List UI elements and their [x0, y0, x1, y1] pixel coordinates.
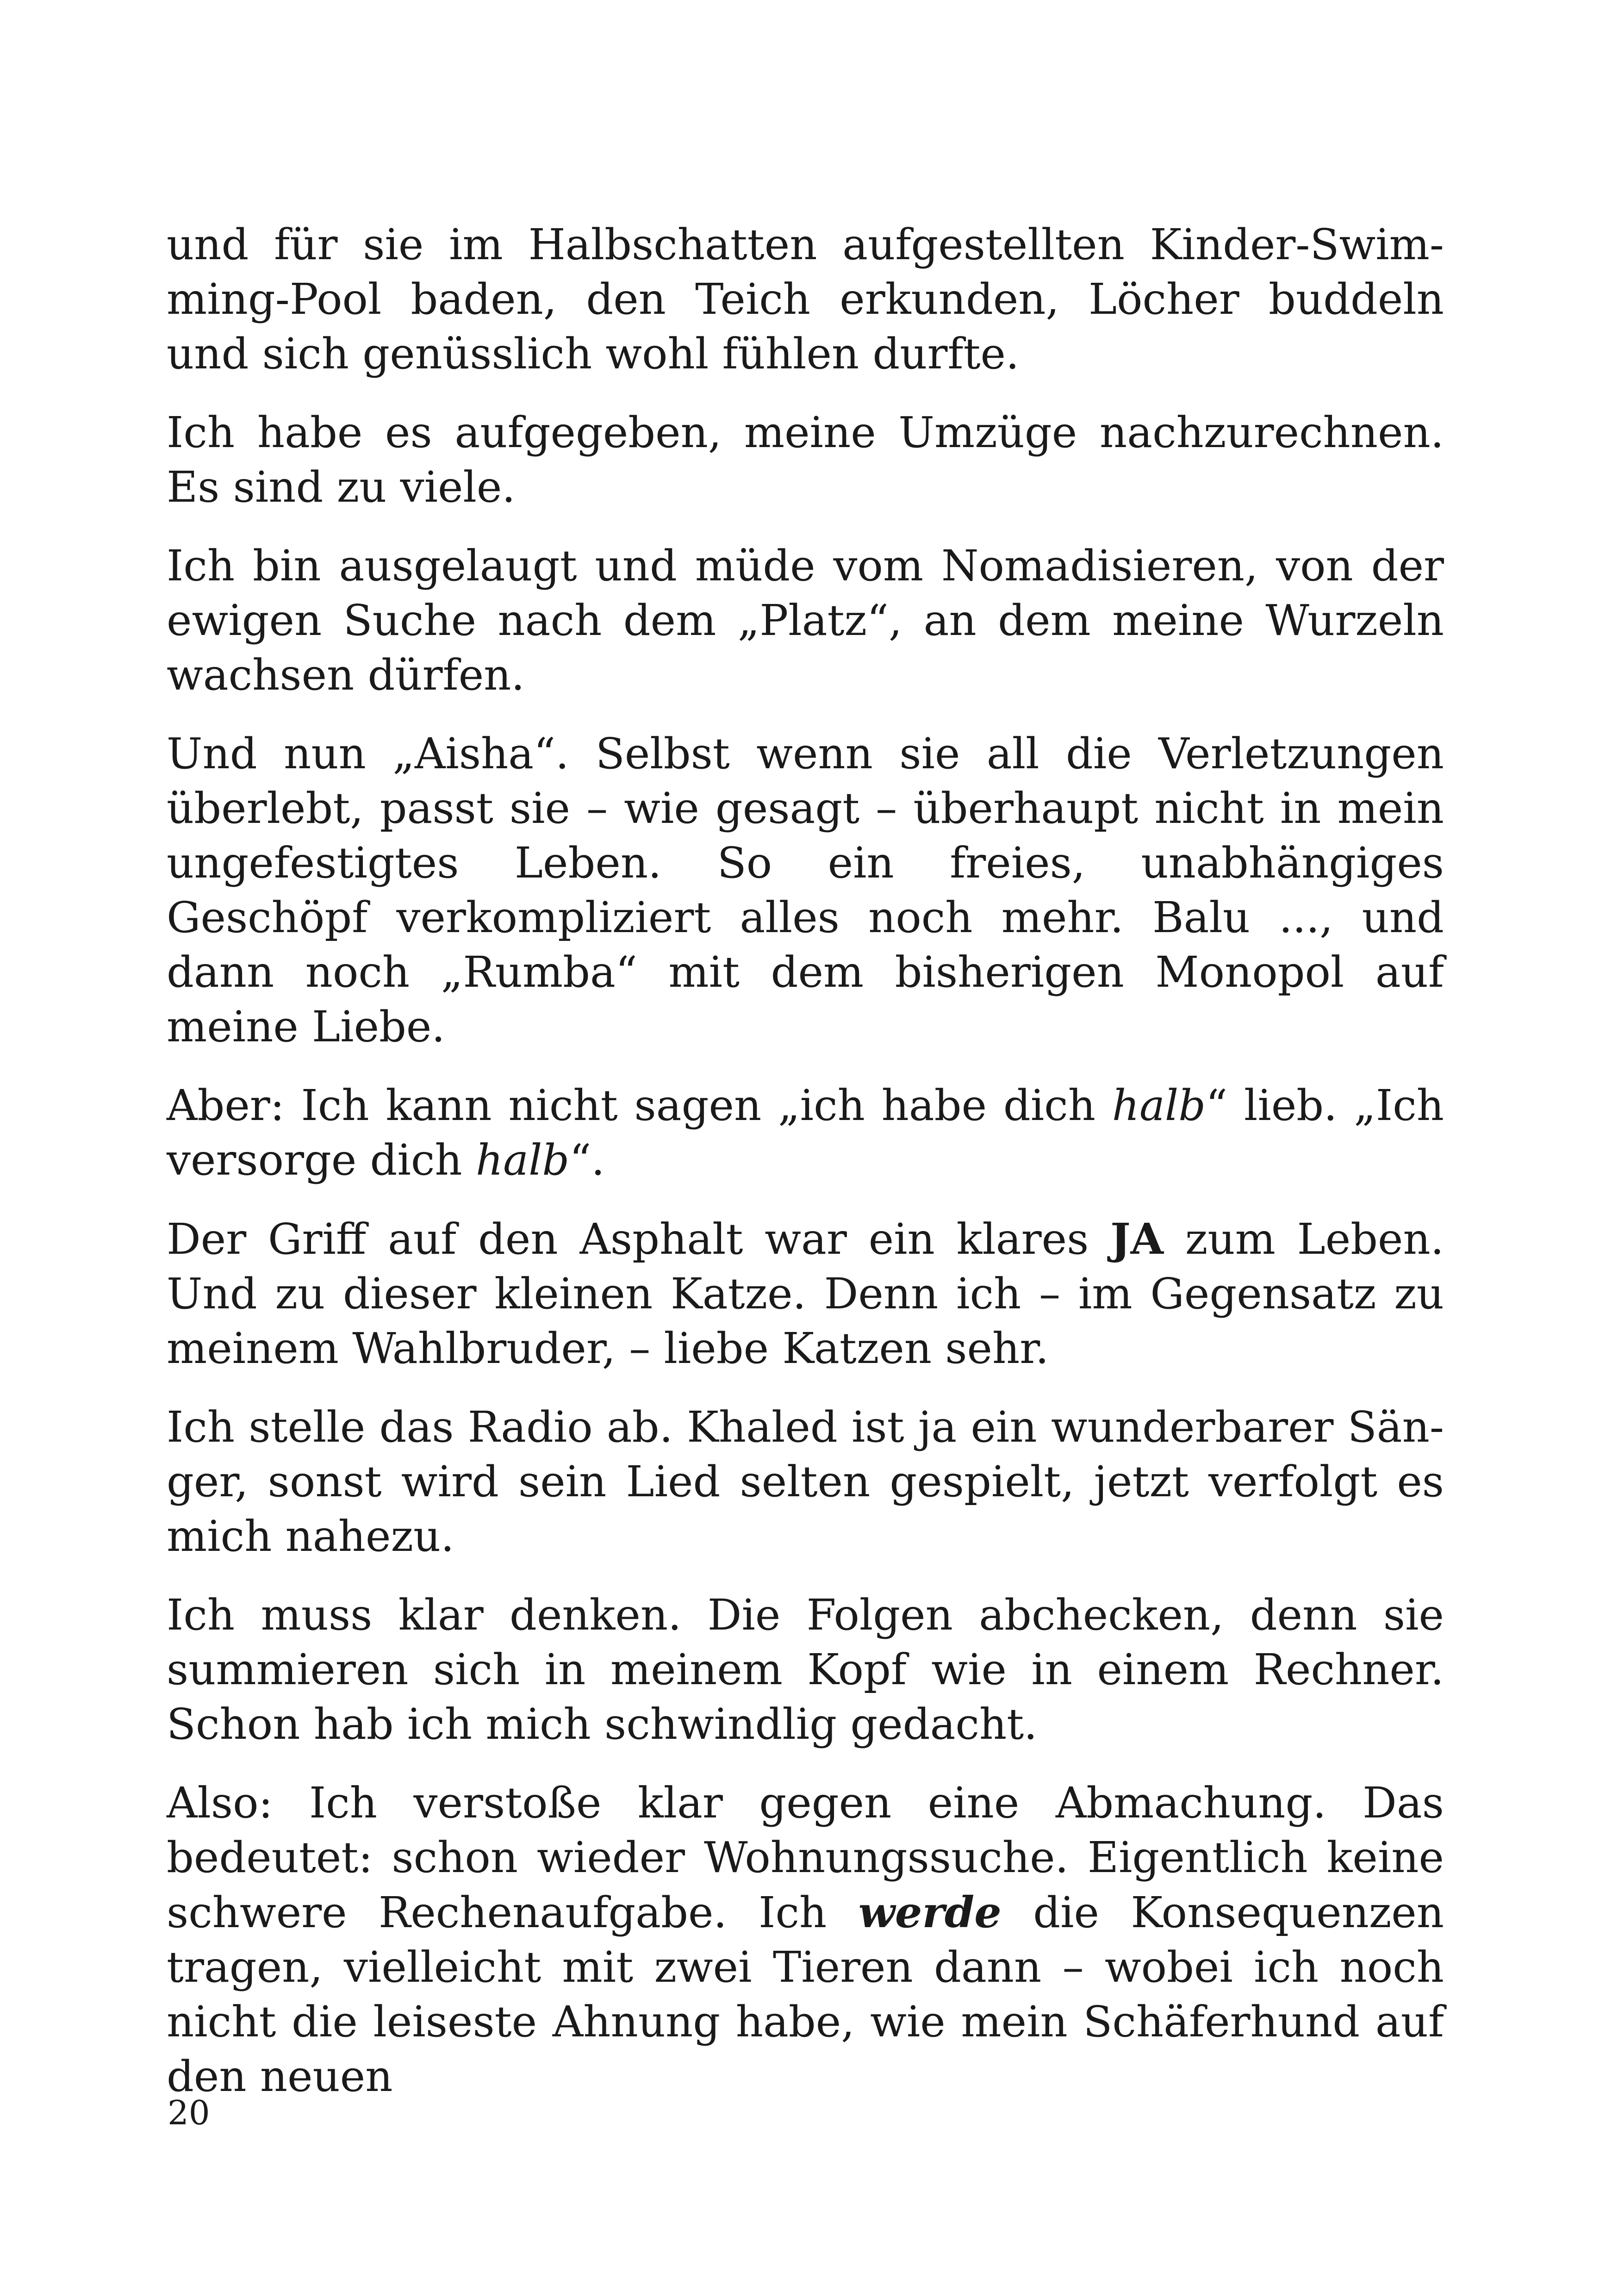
bold-emphasis: JA — [1110, 1214, 1164, 1264]
text-run: und für sie im Halbschatten aufgestellten Kinder-Swimming-Pool baden, den Teich erkunden, Löcher buddeln und sich genüsslich wohl fühlen durfte. — [167, 220, 1444, 379]
paragraph — [167, 218, 1444, 381]
paragraph — [167, 1212, 1444, 1376]
body-text — [167, 218, 1444, 2128]
paragraph — [167, 1776, 1444, 2104]
text-run: Also: Ich verstoße klar gegen eine Abmachung. Das bedeutet: schon wieder Wohnungssuche. Eigentlich keine schwere Rechenaufgabe. Ich — [167, 1778, 1444, 1937]
text-run: Ich muss klar denken. Die Folgen abchecken, denn sie summieren sich in meinem Kopf wie in einem Rechner. Schon hab ich mich schwindlig gedacht. — [167, 1590, 1444, 1749]
text-run: Ich stelle das Radio ab. Khaled ist ja ein wunderbarer Sänger, sonst wird sein Lied selten gespielt, jetzt verfolgt es mich nahezu. — [167, 1402, 1444, 1561]
italic-emphasis: halb — [475, 1135, 570, 1185]
text-run: Ich bin ausgelaugt und müde vom Nomadisieren, von der ewigen Suche nach dem „Platz“, an dem meine Wurzeln wachsen dürfen. — [167, 541, 1444, 700]
bold-italic-emphasis: werde — [858, 1887, 1002, 1937]
italic-emphasis: halb — [1112, 1081, 1206, 1130]
text-run: Der Griff auf den Asphalt war ein klares — [167, 1214, 1111, 1264]
text-run: Aber: Ich kann nicht sagen „ich habe dich — [167, 1081, 1112, 1130]
paragraph — [167, 1588, 1444, 1752]
paragraph — [167, 1400, 1444, 1564]
paragraph — [167, 539, 1444, 703]
paragraph — [167, 727, 1444, 1054]
text-run: Ich habe es aufgegeben, meine Umzüge nachzurechnen. Es sind zu viele. — [167, 408, 1444, 512]
text-run: zum Leben. Und zu dieser kleinen Katze. Denn ich – im Gegensatz zu meinem Wahlbruder, – liebe Katzen sehr. — [167, 1214, 1444, 1373]
text-run: Und nun „Aisha“. Selbst wenn sie all die Verletzungen überlebt, passt sie – wie gesagt – überhaupt nicht in mein ungefestigtes Leben. So ein freies, unabhängiges Geschöpf verkompliziert alles noch mehr. Balu ..., und dann noch „Rumba“ mit dem bisherigen Monopol auf meine Liebe. — [167, 729, 1444, 1052]
text-run: “. — [569, 1135, 605, 1185]
text-run: die Konsequenzen tragen, vielleicht mit zwei Tieren dann – wobei ich noch nicht die leiseste Ahnung habe, wie mein Schäferhund auf den neuen — [167, 1888, 1444, 2101]
text-run: “ lieb. „Ich versorge dich — [167, 1081, 1444, 1185]
paragraph — [167, 1078, 1444, 1188]
paragraph — [167, 405, 1444, 515]
page-number: 20 — [168, 2093, 210, 2132]
